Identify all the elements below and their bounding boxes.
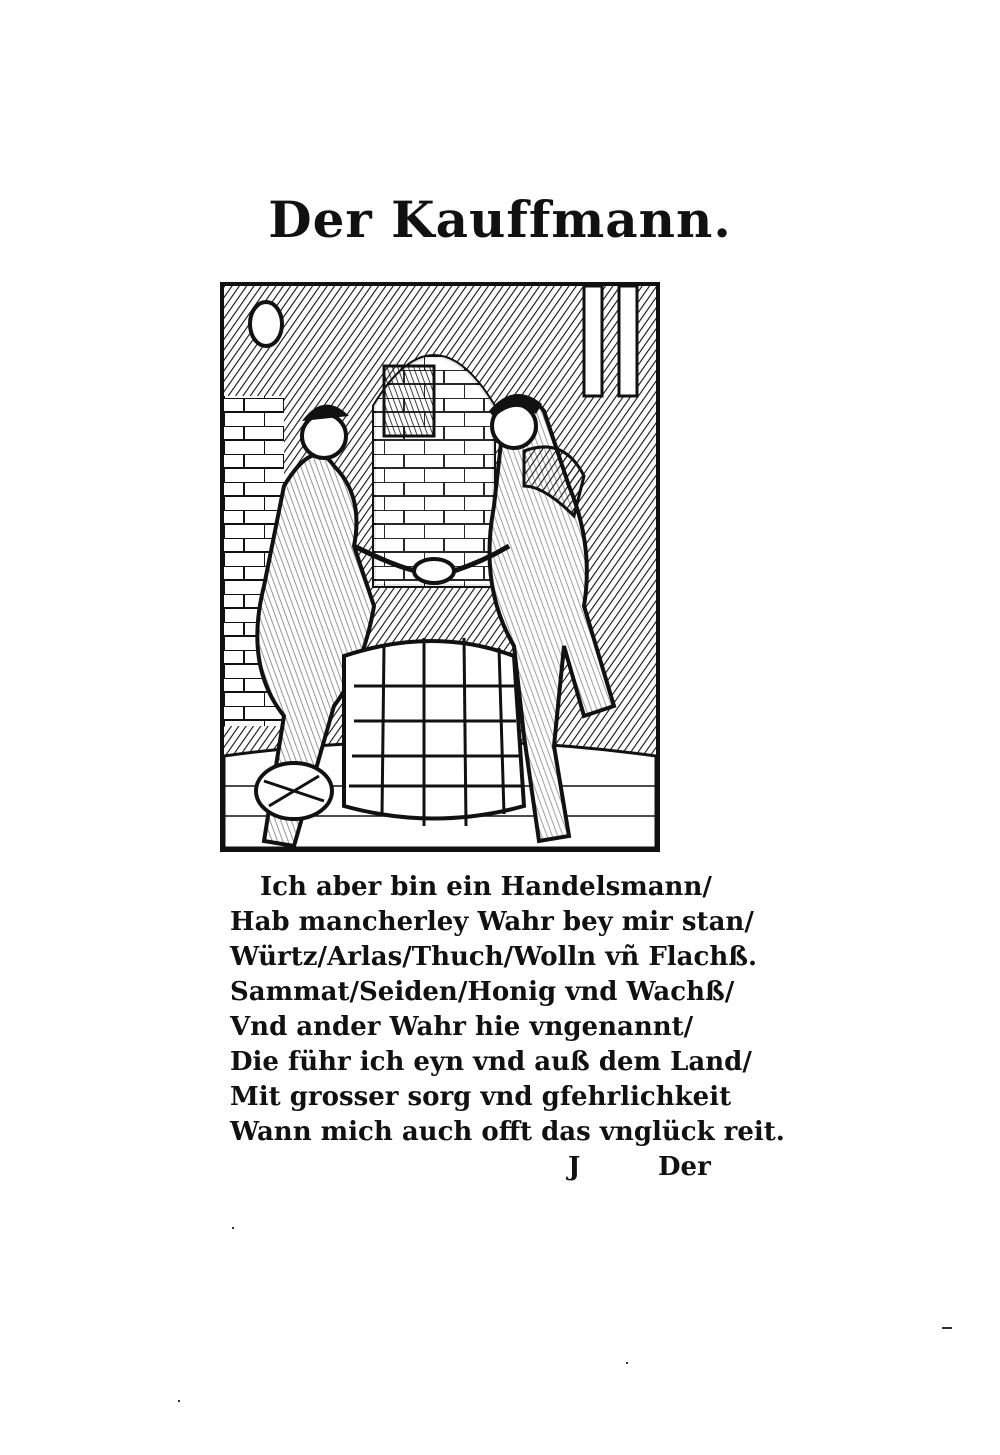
signature-mark: J — [568, 1152, 581, 1182]
scan-speck — [178, 1400, 180, 1402]
verse-line: Hab mancherley Wahr bey mir stan/ — [230, 907, 754, 937]
catchword: Der — [658, 1152, 711, 1182]
scan-speck — [626, 1362, 628, 1364]
merchants-trading-woodcut — [224, 286, 656, 848]
scan-speck — [232, 1227, 234, 1229]
verse-block — [230, 870, 785, 1150]
verse-line: Wann mich auch offt das vnglück reit. — [230, 1117, 785, 1147]
scan-speck — [942, 1327, 952, 1329]
page-title: Der Kauffmann. — [268, 190, 732, 249]
verse-line: Würtz/Arlas/Thuch/Wolln vñ Flachß. — [230, 942, 758, 972]
verse-line: Die führ ich eyn vnd auß dem Land/ — [230, 1047, 752, 1077]
verse-line: Ich aber bin ein Handelsmann/ — [260, 872, 712, 902]
verse-line: Mit grosser sorg vnd gfehrlichkeit — [230, 1082, 732, 1112]
verse-line: Vnd ander Wahr hie vngenannt/ — [230, 1012, 694, 1042]
verse-line: Sammat/Seiden/Honig vnd Wachß/ — [230, 977, 735, 1007]
woodcut-illustration — [220, 282, 660, 852]
